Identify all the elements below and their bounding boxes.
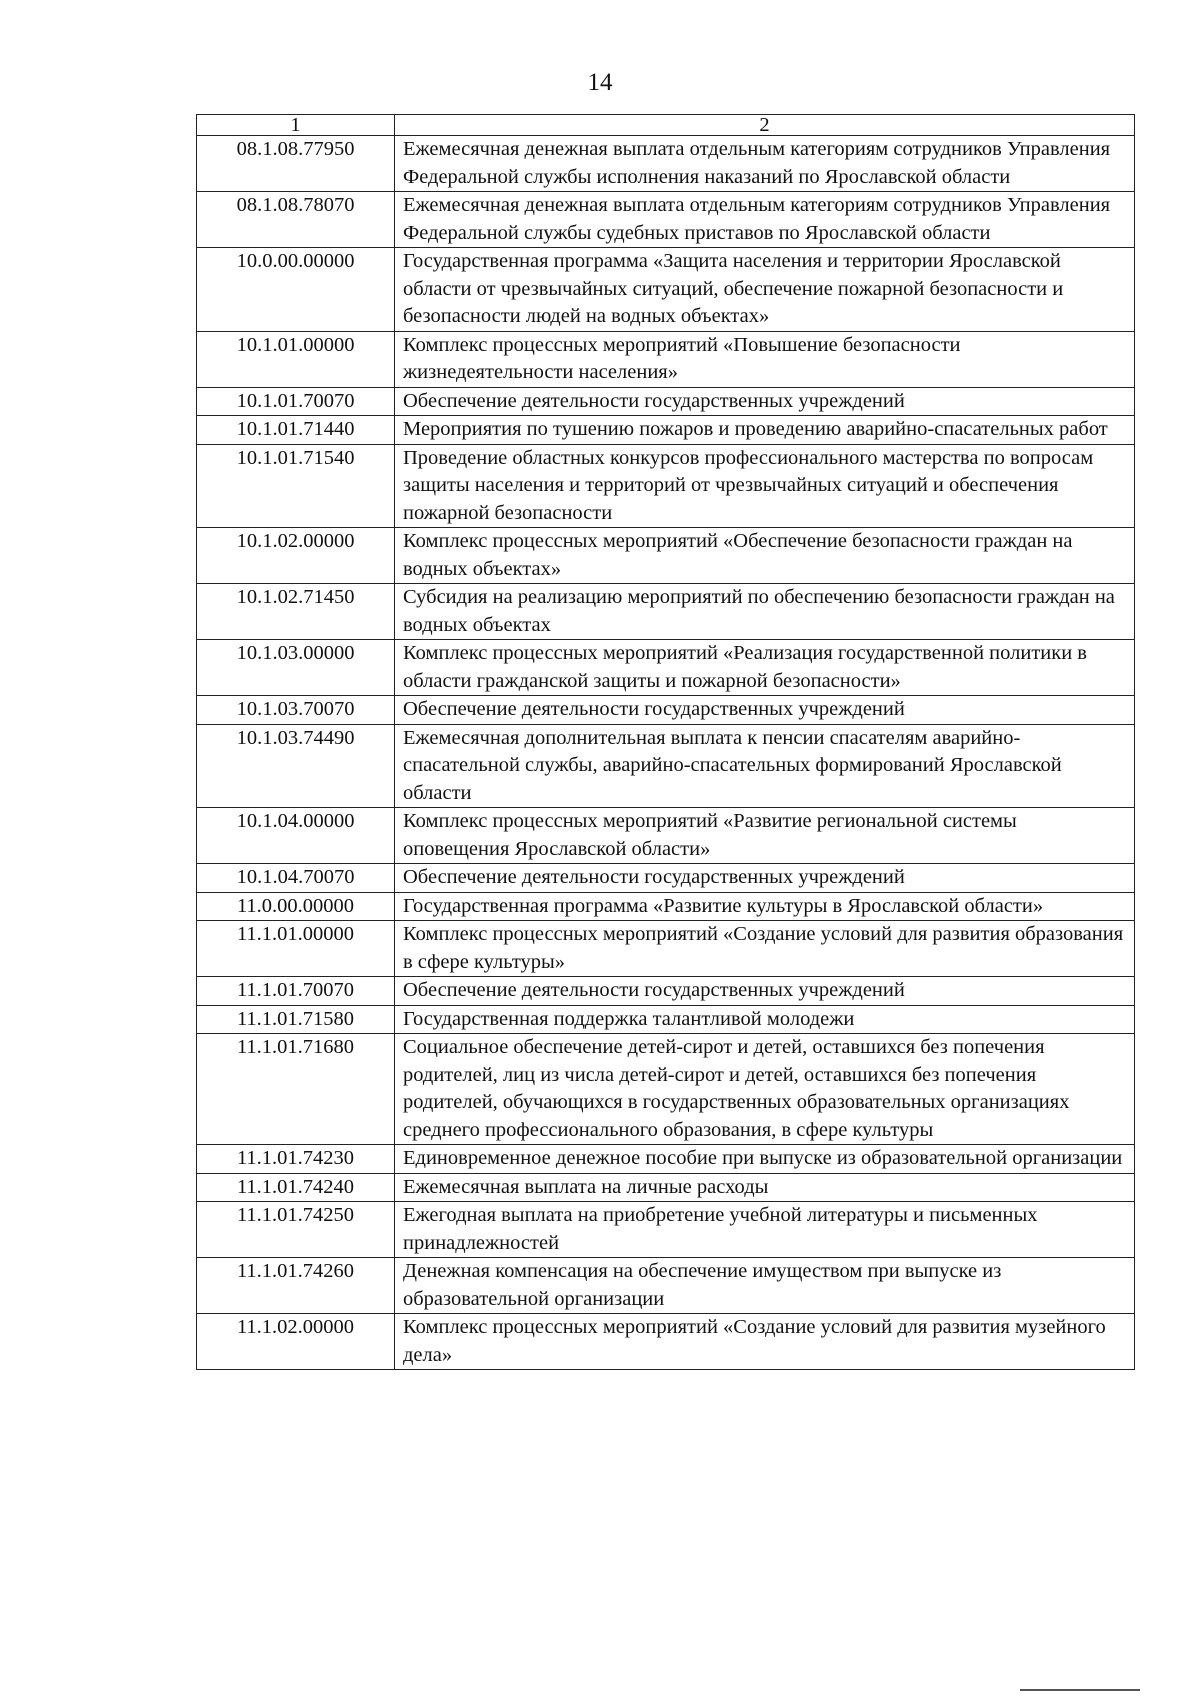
row-name: Комплекс процессных мероприятий «Создание условий для развития образования в сфере культуры»	[395, 921, 1135, 977]
table-row	[197, 640, 1135, 696]
table-row	[197, 1005, 1135, 1034]
table-row	[197, 1034, 1135, 1145]
row-code: 10.1.01.71440	[197, 416, 395, 445]
row-name: Обеспечение деятельности государственных учреждений	[395, 977, 1135, 1006]
column-header-1: 1	[197, 115, 395, 136]
table-row	[197, 977, 1135, 1006]
table-row	[197, 444, 1135, 528]
row-code: 10.0.00.00000	[197, 248, 395, 332]
row-name: Государственная программа «Развитие культуры в Ярославской области»	[395, 892, 1135, 921]
row-code: 11.1.02.00000	[197, 1314, 395, 1370]
row-code: 08.1.08.77950	[197, 136, 395, 192]
table-row	[197, 1314, 1135, 1370]
row-code: 10.1.02.00000	[197, 528, 395, 584]
table-row	[197, 192, 1135, 248]
row-code: 11.1.01.74250	[197, 1202, 395, 1258]
row-name: Комплекс процессных мероприятий «Реализация государственной политики в области гражданской защиты и пожарной безопасности»	[395, 640, 1135, 696]
table-row	[197, 864, 1135, 893]
row-code: 10.1.04.70070	[197, 864, 395, 893]
row-name: Комплекс процессных мероприятий «Создание условий для развития музейного дела»	[395, 1314, 1135, 1370]
row-name: Проведение областных конкурсов профессионального мастерства по вопросам защиты населения и территорий от чрезвычайных ситуаций и обеспечения пожарной безопасности	[395, 444, 1135, 528]
table-row	[197, 921, 1135, 977]
table-body	[197, 136, 1135, 1370]
row-name: Денежная компенсация на обеспечение имуществом при выпуске из образовательной организации	[395, 1258, 1135, 1314]
row-name: Ежемесячная выплата на личные расходы	[395, 1173, 1135, 1202]
row-code: 10.1.03.00000	[197, 640, 395, 696]
row-code: 11.1.01.74230	[197, 1145, 395, 1174]
table-row	[197, 416, 1135, 445]
row-name: Ежемесячная денежная выплата отдельным категориям сотрудников Управления Федеральной службы исполнения наказаний по Ярославской области	[395, 136, 1135, 192]
row-name: Ежемесячная денежная выплата отдельным категориям сотрудников Управления Федеральной службы судебных приставов по Ярославской области	[395, 192, 1135, 248]
row-code: 10.1.01.71540	[197, 444, 395, 528]
column-header-2: 2	[395, 115, 1135, 136]
table-row	[197, 1145, 1135, 1174]
table-row	[197, 724, 1135, 808]
page-number: 14	[587, 69, 613, 96]
row-code: 10.1.01.00000	[197, 331, 395, 387]
table-row	[197, 808, 1135, 864]
row-code: 10.1.03.70070	[197, 696, 395, 725]
row-name: Обеспечение деятельности государственных учреждений	[395, 387, 1135, 416]
table-row	[197, 892, 1135, 921]
row-name: Государственная программа «Защита населения и территории Ярославской области от чрезвычайных ситуаций, обеспечение пожарной безопасности и безопасности людей на водных объектах»	[395, 248, 1135, 332]
row-code: 10.1.03.74490	[197, 724, 395, 808]
table-row	[197, 136, 1135, 192]
row-name: Мероприятия по тушению пожаров и проведению аварийно-спасательных работ	[395, 416, 1135, 445]
table-row	[197, 387, 1135, 416]
row-name: Обеспечение деятельности государственных учреждений	[395, 864, 1135, 893]
row-name: Социальное обеспечение детей-сирот и детей, оставшихся без попечения родителей, лиц из числа детей-сирот и детей, оставшихся без попечения родителей, обучающихся в государственных образовательных организациях среднего профессионального образования, в сфере культуры	[395, 1034, 1135, 1145]
table-row	[197, 248, 1135, 332]
row-code: 10.1.01.70070	[197, 387, 395, 416]
row-code: 11.1.01.74260	[197, 1258, 395, 1314]
scan-edge-mark	[1020, 1689, 1140, 1691]
row-code: 10.1.04.00000	[197, 808, 395, 864]
table-row	[197, 1202, 1135, 1258]
row-name: Комплекс процессных мероприятий «Развитие региональной системы оповещения Ярославской области»	[395, 808, 1135, 864]
row-code: 10.1.02.71450	[197, 584, 395, 640]
table-row	[197, 331, 1135, 387]
row-code: 08.1.08.78070	[197, 192, 395, 248]
row-name: Комплекс процессных мероприятий «Повышение безопасности жизнедеятельности населения»	[395, 331, 1135, 387]
table-row	[197, 696, 1135, 725]
row-code: 11.1.01.00000	[197, 921, 395, 977]
row-name: Ежемесячная дополнительная выплата к пенсии спасателям аварийно-спасательной службы, аварийно-спасательных формирований Ярославской области	[395, 724, 1135, 808]
row-name: Государственная поддержка талантливой молодежи	[395, 1005, 1135, 1034]
table-row	[197, 528, 1135, 584]
row-name: Обеспечение деятельности государственных учреждений	[395, 696, 1135, 725]
table-header-row	[197, 115, 1135, 136]
row-code: 11.1.01.74240	[197, 1173, 395, 1202]
row-name: Единовременное денежное пособие при выпуске из образовательной организации	[395, 1145, 1135, 1174]
budget-classification-table	[196, 114, 1135, 1370]
row-name: Субсидия на реализацию мероприятий по обеспечению безопасности граждан на водных объектах	[395, 584, 1135, 640]
row-name: Комплекс процессных мероприятий «Обеспечение безопасности граждан на водных объектах»	[395, 528, 1135, 584]
row-code: 11.1.01.70070	[197, 977, 395, 1006]
row-code: 11.1.01.71580	[197, 1005, 395, 1034]
table-row	[197, 584, 1135, 640]
row-name: Ежегодная выплата на приобретение учебной литературы и письменных принадлежностей	[395, 1202, 1135, 1258]
table-row	[197, 1173, 1135, 1202]
row-code: 11.1.01.71680	[197, 1034, 395, 1145]
table-row	[197, 1258, 1135, 1314]
row-code: 11.0.00.00000	[197, 892, 395, 921]
